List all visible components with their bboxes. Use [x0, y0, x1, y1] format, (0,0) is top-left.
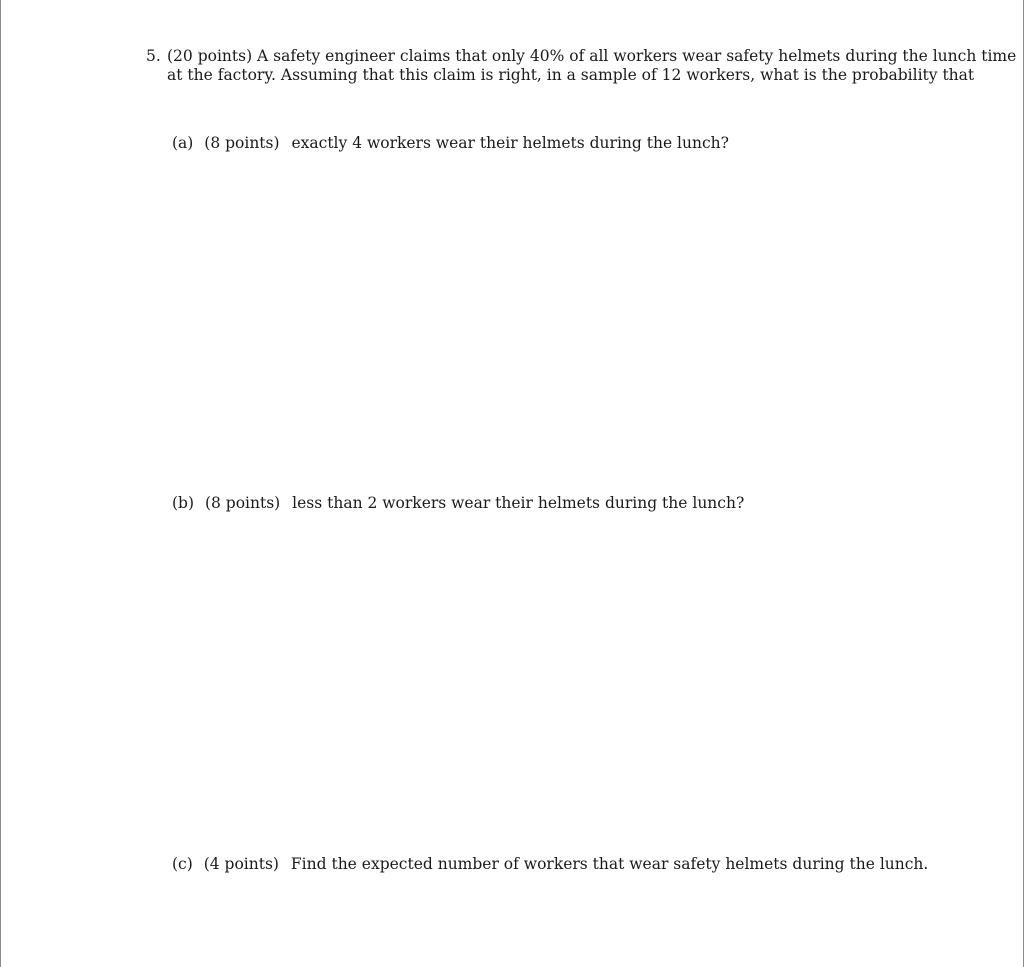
part-b-text: less than 2 workers wear their helmets during the lunch?: [292, 494, 745, 512]
part-a-points: (8 points): [204, 134, 280, 152]
part-c-points: (4 points): [203, 855, 279, 873]
part-b: [172, 494, 744, 513]
part-a: [172, 134, 729, 153]
question-text-line-1: (20 points) A safety engineer claims that only 40% of all workers wear safety helmets during the lunch time: [167, 47, 1017, 65]
part-c: [172, 855, 928, 874]
part-b-label: (b): [172, 494, 195, 512]
question-number: 5.: [146, 47, 161, 65]
part-a-label: (a): [172, 134, 194, 152]
part-b-points: (8 points): [204, 494, 281, 512]
part-c-text: Find the expected number of workers that wear safety helmets during the lunch.: [290, 855, 929, 873]
question-text-line-2: at the factory. Assuming that this claim is right, in a sample of 12 workers, what is the probability that: [167, 66, 975, 84]
part-a-text: exactly 4 workers wear their helmets during the lunch?: [291, 134, 729, 152]
part-c-label: (c): [172, 855, 193, 873]
